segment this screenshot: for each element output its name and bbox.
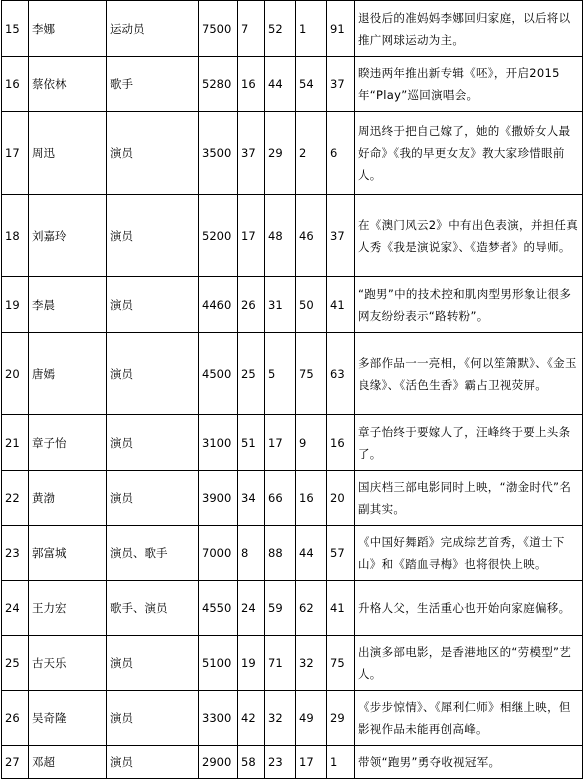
metric-d-cell: 37 (327, 195, 355, 277)
description-cell: 在《澳门风云2》中有出色表演，并担任真人秀《我是演说家》、《造梦者》的导师。 (355, 195, 583, 277)
score-cell: 4550 (199, 581, 238, 636)
metric-c-cell: 54 (296, 57, 327, 112)
occupation-cell: 演员 (107, 195, 199, 277)
description-cell: 章子怡终于要嫁人了，汪峰终于要上头条了。 (355, 415, 583, 471)
metric-d-cell: 16 (327, 415, 355, 471)
metric-a-cell: 7 (238, 1, 265, 57)
metric-d-cell: 63 (327, 333, 355, 415)
metric-d-cell: 91 (327, 1, 355, 57)
table-row (2, 333, 583, 415)
name-cell: 周迅 (29, 112, 107, 195)
table-row (2, 1, 583, 57)
metric-d-cell: 75 (327, 636, 355, 691)
name-cell: 蔡依林 (29, 57, 107, 112)
metric-a-cell: 34 (238, 471, 265, 526)
metric-d-cell: 29 (327, 691, 355, 746)
metric-b-cell: 23 (265, 746, 296, 779)
metric-c-cell: 9 (296, 415, 327, 471)
score-cell: 4460 (199, 277, 238, 333)
table-row (2, 57, 583, 112)
metric-b-cell: 32 (265, 691, 296, 746)
metric-c-cell: 49 (296, 691, 327, 746)
table-row (2, 277, 583, 333)
metric-c-cell: 1 (296, 1, 327, 57)
metric-a-cell: 58 (238, 746, 265, 779)
metric-a-cell: 16 (238, 57, 265, 112)
metric-c-cell: 44 (296, 526, 327, 581)
table-row (2, 415, 583, 471)
metric-c-cell: 17 (296, 746, 327, 779)
score-cell: 3500 (199, 112, 238, 195)
metric-a-cell: 24 (238, 581, 265, 636)
rank-cell: 27 (2, 746, 29, 779)
description-cell: 睽违两年推出新专辑《呸》，开启2015年“Play”巡回演唱会。 (355, 57, 583, 112)
table-row (2, 691, 583, 746)
name-cell: 吴奇隆 (29, 691, 107, 746)
occupation-cell: 演员 (107, 277, 199, 333)
metric-c-cell: 75 (296, 333, 327, 415)
occupation-cell: 演员 (107, 636, 199, 691)
score-cell: 5200 (199, 195, 238, 277)
metric-d-cell: 20 (327, 471, 355, 526)
description-cell: 《中国好舞蹈》完成综艺首秀，《道士下山》和《踏血寻梅》也将很快上映。 (355, 526, 583, 581)
name-cell: 黄渤 (29, 471, 107, 526)
occupation-cell: 运动员 (107, 1, 199, 57)
description-cell: 周迅终于把自己嫁了，她的《撒娇女人最好命》《我的早更女友》教大家珍惜眼前人。 (355, 112, 583, 195)
metric-a-cell: 51 (238, 415, 265, 471)
description-cell: 国庆档三部电影同时上映，“渤金时代”名副其实。 (355, 471, 583, 526)
name-cell: 李晨 (29, 277, 107, 333)
score-cell: 7000 (199, 526, 238, 581)
rank-cell: 24 (2, 581, 29, 636)
name-cell: 邓超 (29, 746, 107, 779)
rank-cell: 20 (2, 333, 29, 415)
metric-b-cell: 48 (265, 195, 296, 277)
metric-b-cell: 88 (265, 526, 296, 581)
table-row (2, 471, 583, 526)
metric-c-cell: 50 (296, 277, 327, 333)
occupation-cell: 演员 (107, 112, 199, 195)
metric-a-cell: 42 (238, 691, 265, 746)
metric-b-cell: 59 (265, 581, 296, 636)
name-cell: 唐嫣 (29, 333, 107, 415)
rank-cell: 15 (2, 1, 29, 57)
score-cell: 2900 (199, 746, 238, 779)
score-cell: 7500 (199, 1, 238, 57)
metric-a-cell: 37 (238, 112, 265, 195)
description-cell: 升格人父，生活重心也开始向家庭偏移。 (355, 581, 583, 636)
description-cell: 多部作品一一亮相，《何以笙箫默》、《金玉良缘》、《活色生香》霸占卫视荧屏。 (355, 333, 583, 415)
occupation-cell: 演员、歌手 (107, 526, 199, 581)
score-cell: 3100 (199, 415, 238, 471)
metric-b-cell: 29 (265, 112, 296, 195)
name-cell: 刘嘉玲 (29, 195, 107, 277)
metric-a-cell: 25 (238, 333, 265, 415)
metric-d-cell: 41 (327, 277, 355, 333)
name-cell: 李娜 (29, 1, 107, 57)
metric-b-cell: 71 (265, 636, 296, 691)
occupation-cell: 演员 (107, 746, 199, 779)
rank-cell: 16 (2, 57, 29, 112)
table-row (2, 581, 583, 636)
score-cell: 4500 (199, 333, 238, 415)
table-row (2, 195, 583, 277)
rank-cell: 18 (2, 195, 29, 277)
table-row (2, 746, 583, 779)
metric-b-cell: 66 (265, 471, 296, 526)
table-row (2, 526, 583, 581)
score-cell: 3900 (199, 471, 238, 526)
name-cell: 章子怡 (29, 415, 107, 471)
occupation-cell: 演员 (107, 333, 199, 415)
rank-cell: 21 (2, 415, 29, 471)
description-cell: 出演多部电影，是香港地区的“劳模型”艺人。 (355, 636, 583, 691)
score-cell: 3300 (199, 691, 238, 746)
metric-d-cell: 37 (327, 57, 355, 112)
name-cell: 郭富城 (29, 526, 107, 581)
description-cell: 退役后的准妈妈李娜回归家庭，以后将以推广网球运动为主。 (355, 1, 583, 57)
table-body (2, 1, 583, 779)
description-cell: “跑男”中的技术控和肌肉型男形象让很多网友纷纷表示“路转粉”。 (355, 277, 583, 333)
metric-b-cell: 44 (265, 57, 296, 112)
occupation-cell: 演员 (107, 415, 199, 471)
name-cell: 王力宏 (29, 581, 107, 636)
occupation-cell: 歌手、演员 (107, 581, 199, 636)
metric-b-cell: 52 (265, 1, 296, 57)
rank-cell: 25 (2, 636, 29, 691)
score-cell: 5280 (199, 57, 238, 112)
table-row (2, 112, 583, 195)
celebrity-ranking-table (1, 0, 583, 779)
metric-b-cell: 31 (265, 277, 296, 333)
description-cell: 带领“跑男”勇夺收视冠军。 (355, 746, 583, 779)
description-cell: 《步步惊情》、《犀利仁师》相继上映，但影视作品未能再创高峰。 (355, 691, 583, 746)
occupation-cell: 演员 (107, 691, 199, 746)
metric-a-cell: 8 (238, 526, 265, 581)
metric-c-cell: 62 (296, 581, 327, 636)
rank-cell: 23 (2, 526, 29, 581)
occupation-cell: 歌手 (107, 57, 199, 112)
metric-c-cell: 46 (296, 195, 327, 277)
metric-a-cell: 26 (238, 277, 265, 333)
metric-a-cell: 19 (238, 636, 265, 691)
metric-d-cell: 1 (327, 746, 355, 779)
rank-cell: 17 (2, 112, 29, 195)
metric-b-cell: 5 (265, 333, 296, 415)
metric-d-cell: 41 (327, 581, 355, 636)
occupation-cell: 演员 (107, 471, 199, 526)
metric-d-cell: 6 (327, 112, 355, 195)
rank-cell: 22 (2, 471, 29, 526)
score-cell: 5100 (199, 636, 238, 691)
rank-cell: 19 (2, 277, 29, 333)
metric-c-cell: 2 (296, 112, 327, 195)
metric-c-cell: 32 (296, 636, 327, 691)
metric-c-cell: 16 (296, 471, 327, 526)
table-row (2, 636, 583, 691)
metric-b-cell: 17 (265, 415, 296, 471)
metric-a-cell: 17 (238, 195, 265, 277)
metric-d-cell: 57 (327, 526, 355, 581)
name-cell: 古天乐 (29, 636, 107, 691)
rank-cell: 26 (2, 691, 29, 746)
